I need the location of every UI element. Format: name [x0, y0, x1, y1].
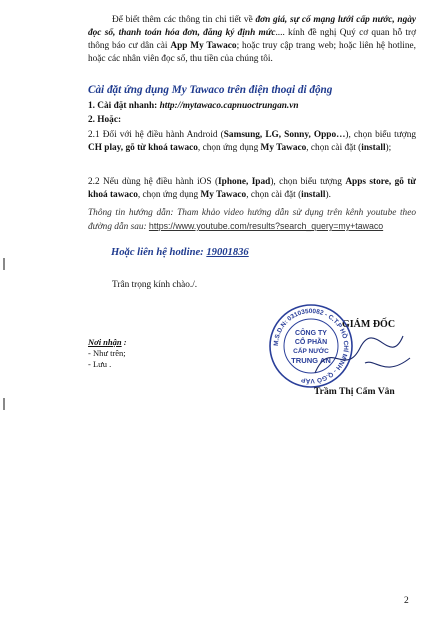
intro-text-2: .... kính đề nghị Quý cơ quan hỗ trợ thông báo cư dân cài: [88, 28, 416, 51]
step-2-1-end: );: [385, 143, 392, 153]
ios-devices: Iphone, Ipad: [218, 177, 271, 187]
step-2-2-text-3: , chọn ứng dụng: [137, 190, 201, 200]
seal-line-3: CẤP NƯỚC: [293, 348, 329, 355]
install-word-android: install: [361, 143, 386, 153]
step-2-2-text: 2.2 Nếu dùng hệ điều hành iOS (: [88, 177, 219, 187]
intro-text: Để biết thêm các thông tin chi tiết về: [112, 15, 256, 25]
intro-paragraph: [88, 14, 416, 66]
step-1: [88, 100, 416, 113]
app-name-ios: My Tawaco: [200, 190, 247, 200]
step-2-label: 2. Hoặc:: [88, 115, 122, 125]
guide-text: Thông tin hướng dẫn: Tham khảo video hướng dẫn sử dụng trên kênh youtube theo đường dẫn sau:: [88, 208, 416, 232]
step-2-1-text-3: , chọn ứng dụng: [197, 143, 261, 153]
app-name-android: My Tawaco: [260, 143, 307, 153]
chplay-instruction: CH play, gõ từ khoá tawaco: [88, 143, 198, 153]
android-brands: Samsung, LG, Sonny, Oppo…: [223, 130, 346, 140]
step-2-2-text-4: , chọn cài đặt (: [246, 190, 302, 200]
signature-title: GIÁM ĐỐC: [342, 319, 396, 330]
hotline-label: Hoặc liên hệ hotline:: [111, 247, 207, 258]
step-2-2-text-2: ), chọn biểu tượng: [270, 177, 346, 187]
hotline-number[interactable]: 19001836: [206, 247, 249, 258]
seal-line-2: CỔ PHẦN: [294, 339, 328, 346]
step-2-1-text-4: , chọn cài đặt (: [306, 143, 362, 153]
signature-scribble: [305, 328, 415, 388]
step-1-label: 1. Cài đặt nhanh:: [88, 101, 160, 111]
recipient-item: - Như trên;: [88, 348, 126, 358]
guide-paragraph: [88, 207, 416, 234]
step-2-1: [88, 129, 416, 155]
seal-line-4: TRUNG AN: [291, 356, 331, 365]
signer-name: Trầm Thị Cẩm Vân: [314, 386, 395, 397]
page-number: 2: [404, 596, 409, 606]
seal-ring-text: M.S.D.N: 0310350082 - C.T.P HỒ CHÍ MINH - Q.GÒ VẤP: [272, 307, 350, 385]
youtube-link[interactable]: https://www.youtube.com/results?search_query=my+tawaco: [148, 221, 384, 231]
intro-text-3: ; hoặc truy cập trang web; hoặc liên hệ hotline, hoặc các nhân viên đọc số, thu tiền của chúng tôi.: [88, 41, 416, 64]
intro-app-name: App My Tawaco: [170, 41, 237, 51]
step-2-2: [88, 176, 416, 202]
recipients-colon: :: [121, 337, 127, 347]
step-2-1-text: 2.1 Đối với hệ điều hành Android (: [88, 130, 224, 140]
appstore-instruction: Apps store, gõ từ khoá tawaco: [88, 177, 416, 200]
closing-line: Trân trọng kính chào./.: [112, 280, 198, 290]
install-link[interactable]: http://mytawaco.capnuoctrungan.vn: [159, 101, 299, 111]
binding-mark: [3, 258, 5, 270]
binding-mark: [3, 398, 5, 410]
recipients-block: [88, 337, 208, 370]
intro-topics: đơn giá, sự cố mạng lưới cấp nước, ngày đọc số, thanh toán hóa đơn, đăng ký định mức: [88, 15, 416, 38]
recipient-item: - Lưu .: [88, 359, 112, 369]
seal-line-1: CÔNG TY: [295, 330, 327, 337]
hotline-line: [111, 247, 249, 258]
step-2-1-text-2: ), chọn biểu tượng: [345, 130, 416, 140]
recipients-title: Nơi nhận: [88, 337, 122, 347]
install-word-ios: install: [301, 190, 326, 200]
install-heading: Cài đặt ứng dụng My Tawaco trên điện thoại di động: [88, 84, 333, 96]
step-2-2-end: ).: [325, 190, 331, 200]
